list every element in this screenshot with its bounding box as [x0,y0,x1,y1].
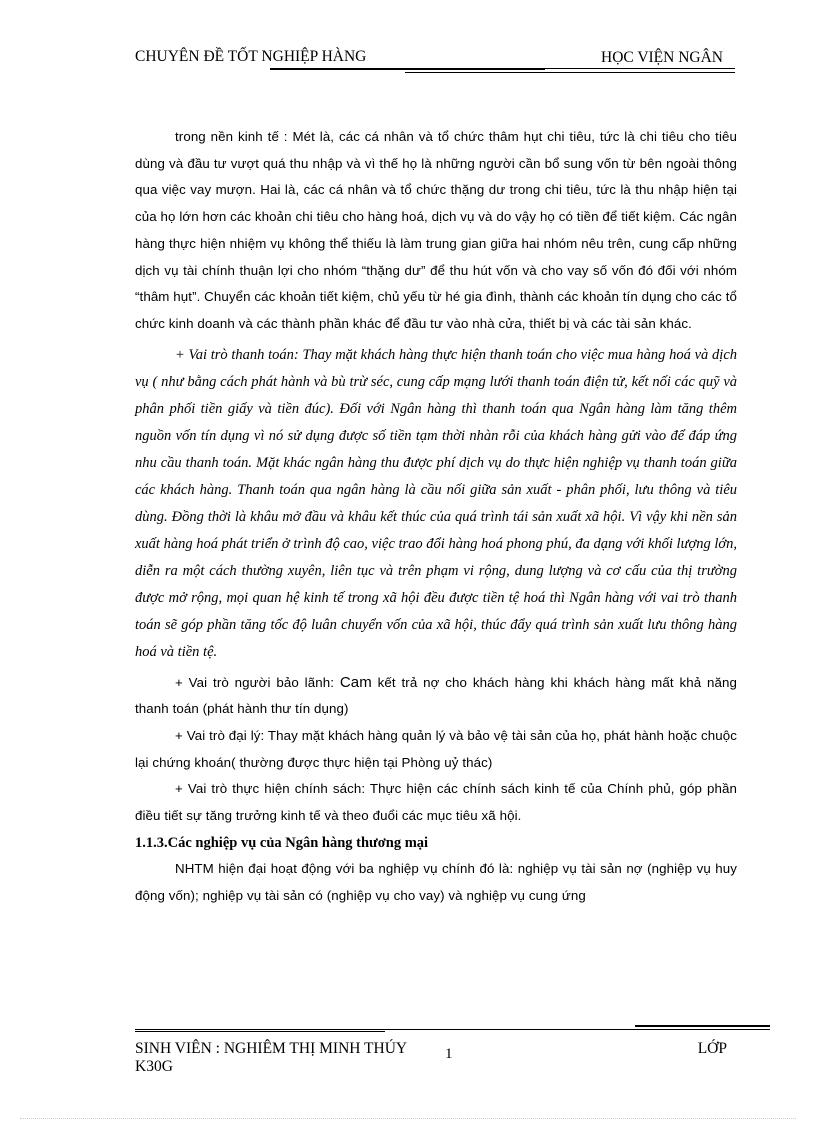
paragraph-guarantor-role [135,670,737,723]
paragraph-payment-role: + Vai trò thanh toán: Thay mặt khách hàng thực hiện thanh toán cho việc mua hàng hoá và dịch vụ ( như bằng cách phát hành và bù trừ séc, cung cấp mạng lưới thanh toán điện tử, kết nối các quỹ và phân phối tiền giấy và tiền đúc). Đối với Ngân hàng thì thanh toán qua Ngân hàng làm tăng thêm nguồn vốn tín dụng vì nó sử dụng được số tiền tạm thời nhàn rỗi của khách hàng gửi vào để đáp ứng nhu cầu thanh toán. Mặt khác ngân hàng thu được phí dịch vụ do thực hiện nghiệp vụ thanh toán giữa các khách hàng. Thanh toán qua ngân hàng là cầu nối giữa sản xuất - phân phối, lưu thông và tiêu dùng. Đồng thời là khâu mở đầu và khâu kết thúc của quá trình tái sản xuất xã hội. Vì vậy khi nền sản xuất hàng hoá phát triển ở trình độ cao, việc trao đổi hàng hoá phong phú, đa dạng với khối lượng lớn, diễn ra một cách thường xuyên, liên tục và trên phạm vi rộng, dung lượng và cơ cấu của thị trường được mở rộng, mọi quan hệ kinh tế trong xã hội đều được tiền tệ hoá thì Ngân hàng với vai trò thanh toán sẽ góp phần tăng tốc độ luân chuyển vốn của xã hội, thúc đẩy quá trình sản xuất lưu thông hàng hoá và tiền tệ. [135,346,737,660]
header-right-text: HỌC VIỆN NGÂN [601,49,723,66]
page-bottom-border [20,1118,796,1119]
section-heading: 1.1.3.Các nghiệp vụ của Ngân hàng thương mại [135,834,429,851]
paragraph-operations: NHTM hiện đại hoạt động với ba nghiệp vụ chính đó là: nghiệp vụ tài sản nợ (nghiệp vụ huy động vốn); nghiệp vụ tài sản có (nghiệp vụ cho vay) và nghiệp vụ cung ứng [135,860,737,903]
page-number: 1 [445,1046,453,1062]
paragraph-intermediation: trong nền kinh tế : Mét là, các cá nhân và tổ chức thâm hụt chi tiêu, tức là chi tiêu cho tiêu dùng và đầu tư vượt quá thu nhập và vì thế họ là những người cần bổ sung vốn từ bên ngoài thông qua việc vay mượn. Hai là, các cá nhân và tổ chức thặng dư trong chi tiêu, tức là thu nhập hiện tại của họ lớn hơn các khoản chi tiêu cho hàng hoá, dịch vụ và do vậy họ có tiền để tiết kiệm. Các ngân hàng thực hiện nhiệm vụ không thể thiếu là làm trung gian giữa hai nhóm nêu trên, cung cấp những dịch vụ tài chính thuận lợi cho nhóm “thặng dư” để thu hút vốn và cho vay số vốn đó đối với nhóm “thâm hụt”. Chuyển các khoản tiết kiệm, chủ yếu từ hé gia đình, thành các khoản tín dụng cho các tổ chức kinh doanh và các thành phần khác để đầu tư vào nhà cửa, thiết bị và các tài sản khác. [135,129,738,331]
guarantor-text-a: + Vai trò người bảo lãnh: [175,674,335,690]
guarantor-word: Cam [339,673,372,691]
paragraph-agent-role: + Vai trò đại lý: Thay mặt khách hàng quản lý và bảo vệ tài sản của họ, phát hành hoặc chuộc lại chứng khoán( thường được thực hiện tại Phòng uỷ thác) [135,728,737,770]
paragraph-policy-role: + Vai trò thực hiện chính sách: Thực hiện các chính sách kinh tế của Chính phủ, góp phần điều tiết sự tăng trưởng kinh tế và theo đuổi các mục tiêu xã hội. [135,781,737,824]
footer-class: LỚP [697,1040,727,1057]
document-body [135,124,737,909]
guarantor-text-b: kết trả nợ cho khách hàng khi khách hàng mất khả năng thanh toán (phát hành thư tín dụng) [135,674,738,717]
page-header [135,49,735,89]
footer-student: SINH VIÊN : NGHIÊM THỊ MINH THÚY K30G [135,1040,407,1075]
footer-rule [135,1025,770,1033]
header-left-text: CHUYÊN ĐỀ TỐT NGHIỆP HÀNG [135,48,367,65]
